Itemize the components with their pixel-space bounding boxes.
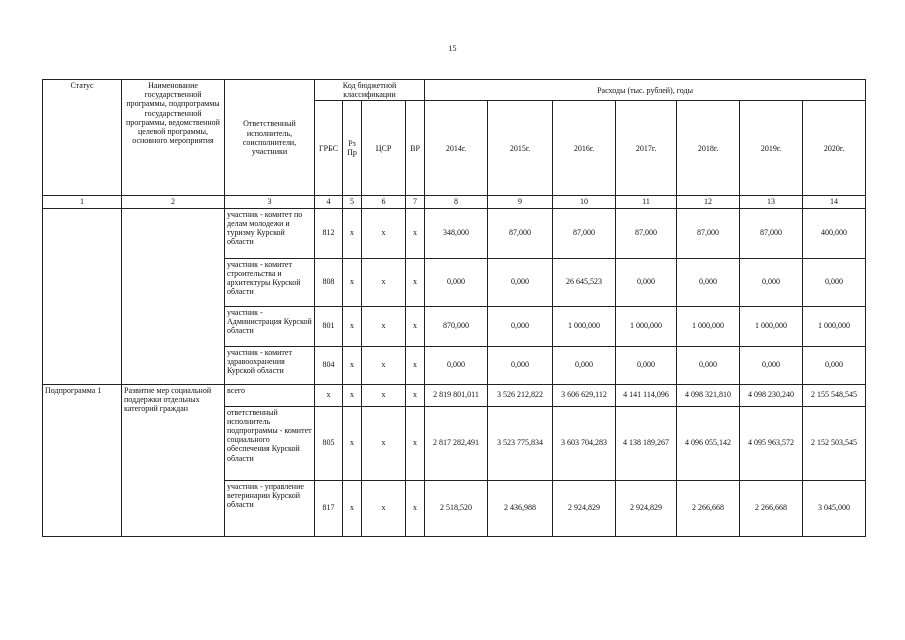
- grbs-cell: 805: [315, 406, 343, 480]
- value-cell: 2 155 548,545: [803, 384, 866, 406]
- grbs-cell: 808: [315, 258, 343, 306]
- value-cell: 0,000: [488, 258, 553, 306]
- column-number: 4: [315, 196, 343, 208]
- value-cell: 2 924,829: [553, 480, 616, 536]
- vr-cell: x: [406, 258, 425, 306]
- value-cell: 400,000: [803, 208, 866, 258]
- value-cell: 0,000: [553, 346, 616, 384]
- rzpr-cell: x: [343, 208, 362, 258]
- header-rzpr: Рз Пр: [343, 101, 362, 196]
- budget-table: [42, 79, 866, 537]
- value-cell: 0,000: [677, 258, 740, 306]
- value-cell: 0,000: [616, 258, 677, 306]
- csr-cell: x: [362, 406, 406, 480]
- column-number: 8: [425, 196, 488, 208]
- value-cell: 87,000: [488, 208, 553, 258]
- header-year: 2015г.: [488, 101, 553, 196]
- column-number: 7: [406, 196, 425, 208]
- value-cell: 3 523 775,834: [488, 406, 553, 480]
- column-number: 13: [740, 196, 803, 208]
- name-cell: Развитие мер социальной поддержки отдельных категорий граждан: [122, 384, 225, 536]
- csr-cell: x: [362, 384, 406, 406]
- grbs-cell: 812: [315, 208, 343, 258]
- value-cell: 2 817 282,491: [425, 406, 488, 480]
- header-name: Наименование государственной программы, подпрограммы государственной программы, ведомственной целевой программы, основного мероприятия: [122, 80, 225, 196]
- column-number: 11: [616, 196, 677, 208]
- value-cell: 3 603 704,283: [553, 406, 616, 480]
- value-cell: 0,000: [803, 258, 866, 306]
- value-cell: 0,000: [740, 258, 803, 306]
- value-cell: 4 096 055,142: [677, 406, 740, 480]
- header-grbs: ГРБС: [315, 101, 343, 196]
- value-cell: 1 000,000: [740, 306, 803, 346]
- value-cell: 0,000: [488, 346, 553, 384]
- value-cell: 87,000: [553, 208, 616, 258]
- rzpr-cell: x: [343, 384, 362, 406]
- rzpr-cell: x: [343, 406, 362, 480]
- responsible-cell: ответственный исполнитель подпрограммы - комитет социального обеспечения Курской области: [225, 406, 315, 480]
- header-year: 2016г.: [553, 101, 616, 196]
- value-cell: 870,000: [425, 306, 488, 346]
- vr-cell: x: [406, 208, 425, 258]
- csr-cell: x: [362, 306, 406, 346]
- column-number: 12: [677, 196, 740, 208]
- csr-cell: x: [362, 346, 406, 384]
- vr-cell: x: [406, 406, 425, 480]
- header-expenses: Расходы (тыс. рублей), годы: [425, 80, 866, 101]
- value-cell: 2 518,520: [425, 480, 488, 536]
- value-cell: 3 045,000: [803, 480, 866, 536]
- value-cell: 2 819 801,011: [425, 384, 488, 406]
- value-cell: 4 141 114,096: [616, 384, 677, 406]
- column-number: 1: [43, 196, 122, 208]
- column-number: 6: [362, 196, 406, 208]
- rzpr-cell: x: [343, 480, 362, 536]
- csr-cell: x: [362, 208, 406, 258]
- value-cell: 4 138 189,267: [616, 406, 677, 480]
- responsible-cell: участник - Администрация Курской области: [225, 306, 315, 346]
- value-cell: 1 000,000: [677, 306, 740, 346]
- value-cell: 2 436,988: [488, 480, 553, 536]
- header-budget-code: Код бюджетной классификации: [315, 80, 425, 101]
- value-cell: 348,000: [425, 208, 488, 258]
- value-cell: 87,000: [616, 208, 677, 258]
- value-cell: 0,000: [425, 258, 488, 306]
- vr-cell: x: [406, 480, 425, 536]
- column-number: 3: [225, 196, 315, 208]
- value-cell: 4 095 963,572: [740, 406, 803, 480]
- responsible-cell: участник - управление ветеринарии Курской области: [225, 480, 315, 536]
- value-cell: 0,000: [677, 346, 740, 384]
- responsible-cell: участник - комитет здравоохранения Курской области: [225, 346, 315, 384]
- column-number: 9: [488, 196, 553, 208]
- value-cell: 3 526 212,822: [488, 384, 553, 406]
- grbs-cell: 801: [315, 306, 343, 346]
- value-cell: 0,000: [616, 346, 677, 384]
- column-number: 14: [803, 196, 866, 208]
- responsible-cell: участник - комитет по делам молодежи и туризму Курской области: [225, 208, 315, 258]
- value-cell: 2 924,829: [616, 480, 677, 536]
- page-number: 15: [448, 44, 457, 53]
- grbs-cell: 804: [315, 346, 343, 384]
- responsible-cell: участник - комитет строительства и архитектуры Курской области: [225, 258, 315, 306]
- grbs-cell: 817: [315, 480, 343, 536]
- vr-cell: x: [406, 346, 425, 384]
- grbs-cell: x: [315, 384, 343, 406]
- value-cell: 87,000: [740, 208, 803, 258]
- value-cell: 3 606 629,112: [553, 384, 616, 406]
- column-number: 2: [122, 196, 225, 208]
- header-year: 2017г.: [616, 101, 677, 196]
- responsible-cell: всего: [225, 384, 315, 406]
- column-number-row: [43, 196, 866, 208]
- value-cell: 2 152 503,545: [803, 406, 866, 480]
- csr-cell: x: [362, 258, 406, 306]
- value-cell: 1 000,000: [616, 306, 677, 346]
- header-year: 2014г.: [425, 101, 488, 196]
- column-number: 10: [553, 196, 616, 208]
- value-cell: 26 645,523: [553, 258, 616, 306]
- status-cell: [43, 208, 122, 384]
- header-year: 2020г.: [803, 101, 866, 196]
- header-status: Статус: [43, 80, 122, 196]
- vr-cell: x: [406, 306, 425, 346]
- value-cell: 1 000,000: [803, 306, 866, 346]
- column-number: 5: [343, 196, 362, 208]
- table-row: [43, 384, 866, 406]
- value-cell: 4 098 230,240: [740, 384, 803, 406]
- csr-cell: x: [362, 480, 406, 536]
- header-responsible: Ответственный исполнитель, соисполнители, участники: [225, 80, 315, 196]
- status-cell: Подпрограмма 1: [43, 384, 122, 536]
- value-cell: 87,000: [677, 208, 740, 258]
- rzpr-cell: x: [343, 258, 362, 306]
- rzpr-cell: x: [343, 346, 362, 384]
- value-cell: 0,000: [740, 346, 803, 384]
- header-vr: ВР: [406, 101, 425, 196]
- value-cell: 0,000: [488, 306, 553, 346]
- value-cell: 2 266,668: [740, 480, 803, 536]
- name-cell: [122, 208, 225, 384]
- value-cell: 0,000: [803, 346, 866, 384]
- header-year: 2019г.: [740, 101, 803, 196]
- header-csr: ЦСР: [362, 101, 406, 196]
- value-cell: 4 098 321,810: [677, 384, 740, 406]
- value-cell: 0,000: [425, 346, 488, 384]
- header-year: 2018г.: [677, 101, 740, 196]
- value-cell: 1 000,000: [553, 306, 616, 346]
- table-row: [43, 208, 866, 258]
- vr-cell: x: [406, 384, 425, 406]
- value-cell: 2 266,668: [677, 480, 740, 536]
- rzpr-cell: x: [343, 306, 362, 346]
